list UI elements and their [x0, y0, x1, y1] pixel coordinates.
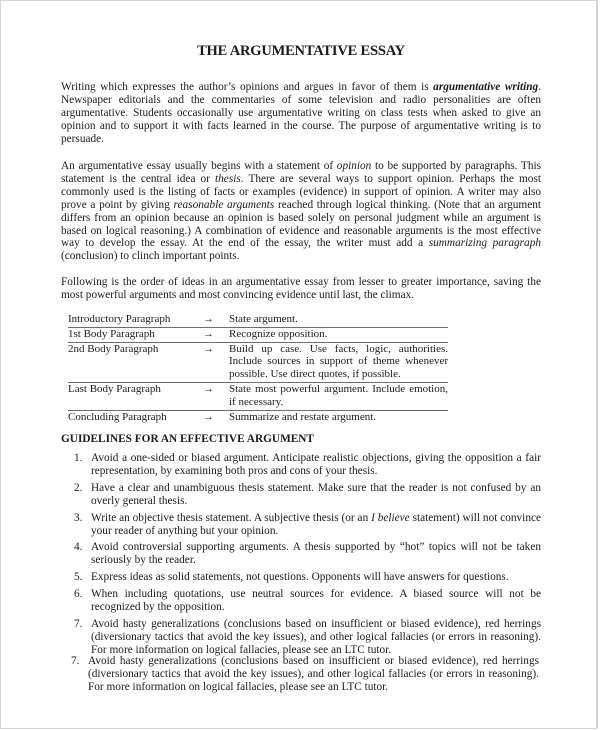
item-number: 2. — [74, 481, 83, 494]
arrow-icon: → — [203, 342, 229, 382]
item-text: Avoid a one-sided or biased argument. Anticipate realistic objections, giving the opposition a fair representation, by examining both pros and cons of your thesis. — [91, 452, 541, 477]
arrow-icon: → — [203, 382, 229, 410]
structure-paragraph — [61, 160, 541, 263]
guidelines-heading: GUIDELINES FOR AN EFFECTIVE ARGUMENT — [61, 433, 314, 445]
item-text: Express ideas as solid statements, not questions. Opponents will have answers for questions. — [91, 571, 509, 584]
item-text: When including quotations, use neutral sources for evidence. A biased source will not be recognized by the opposition. — [91, 588, 541, 614]
item-number: 1. — [74, 452, 83, 464]
row-part: 1st Body Paragraph — [68, 327, 203, 342]
text-run: (conclusion) to clinch important points. — [61, 250, 240, 263]
row-purpose: State argument. — [229, 313, 448, 327]
intro-text-lead: Writing which expresses the author’s opinions and argues in favor of them is — [61, 81, 434, 93]
item-text: Avoid hasty generalizations (conclusions based on insufficient or biased evidence), red herrings (diversionary tactics that avoid the key issues), and other logical fallacies (or errors in reasoning). For more information on logical fallacies, please see an LTC tutor. — [88, 655, 539, 693]
page-title: THE ARGUMENTATIVE ESSAY — [197, 43, 405, 59]
item-text: Avoid controversial supporting arguments. A thesis supported by “hot” topics will not be taken seriously by the reader. — [91, 541, 541, 567]
table-row — [68, 410, 448, 424]
item-text-pre: Write an objective thesis statement. A subjective thesis (or an — [91, 511, 372, 524]
item-number: 6. — [74, 588, 83, 601]
essay-order-table — [68, 313, 448, 424]
list-item — [61, 452, 541, 478]
italic-term-reasonable-arguments: reasonable arguments — [173, 198, 275, 211]
list-item — [61, 512, 541, 538]
intro-paragraph — [61, 81, 541, 146]
list-item — [61, 541, 541, 567]
row-purpose: Recognize opposition. — [229, 327, 448, 342]
item-number: 5. — [74, 571, 83, 584]
item-number: 7. — [74, 617, 83, 630]
italic-term-thesis: thesis — [215, 172, 241, 185]
italic-term-summarizing-paragraph: summarizing paragraph — [428, 237, 541, 250]
row-part: 2nd Body Paragraph — [68, 342, 203, 382]
text-run: reached through logical thinking. (Note that an argument differs from an opinion because an opinion is based solely on personal judgment while an argument is based on logical reasoning.) A combination of evidence and reasonable arguments is the most effective way to develop the essay. At the end of the essay, the writer must add a — [61, 198, 542, 250]
item-text: Have a clear and unambiguous thesis statement. Make sure that the reader is not confused by an overly general thesis. — [91, 481, 541, 507]
table-row — [68, 327, 448, 342]
order-intro-paragraph: Following is the order of ideas in an argumentative essay from lesser to greater importance, saving the most powerful arguments and most convincing evidence until last, the climax. — [61, 276, 541, 301]
intro-text-rest: . Newspaper editorials and the commentaries of some television and radio personalities are often argumentative. Students occasionally use argumentative writing on class tests when asked to give an opinion and to support it with facts learned in the course. The purpose of argumentative writing is to persuade. — [61, 81, 541, 145]
text-run: An argumentative essay usually begins with a statement of — [61, 160, 337, 172]
table-row — [68, 382, 448, 410]
item-number: 4. — [74, 541, 83, 554]
arrow-icon: → — [203, 327, 229, 342]
item-text: Avoid hasty generalizations (conclusions based on insufficient or biased evidence), red herrings (diversionary tactics that avoid the key issues), and other logical fallacies (or errors in reasoning). For more information on logical fallacies, please see an LTC tutor. — [91, 617, 541, 656]
list-item — [61, 588, 541, 614]
repeated-list-item — [58, 655, 539, 694]
item-text-post: statement) will not convince your reader of anything but your opinion. — [91, 511, 541, 537]
table-row — [68, 313, 448, 327]
text-run: to be supported by paragraphs. This statement is the central idea or — [61, 160, 542, 185]
row-part: Concluding Paragraph — [68, 410, 167, 423]
table-row — [68, 342, 448, 382]
row-purpose: State most powerful argument. Include emotion, if necessary. — [229, 382, 448, 410]
list-item — [61, 482, 541, 508]
row-purpose: Summarize and restate argument. — [229, 410, 377, 423]
arrow-icon: → — [203, 410, 214, 423]
guidelines-list — [61, 452, 541, 661]
arrow-icon: → — [203, 313, 229, 327]
list-item — [61, 571, 541, 584]
list-item — [61, 618, 541, 657]
row-part: Last Body Paragraph — [68, 382, 203, 410]
row-purpose: Build up case. Use facts, logic, authorities. Include sources in support of theme whenever possible. Use direct quotes, if possible. — [229, 342, 448, 382]
italic-term-opinion: opinion — [336, 160, 372, 172]
italic-i-believe: I believe — [371, 511, 410, 524]
intro-emphasis: argumentative writing — [433, 81, 539, 93]
item-number: 7. — [71, 655, 80, 667]
item-number: 3. — [74, 511, 83, 524]
text-run: . There are several ways to support opinion. Perhaps the most commonly used is the listing of facts or examples (evidence) in support of opinion. A writer may also prove a point by giving — [61, 172, 541, 211]
row-part: Introductory Paragraph — [68, 313, 203, 327]
